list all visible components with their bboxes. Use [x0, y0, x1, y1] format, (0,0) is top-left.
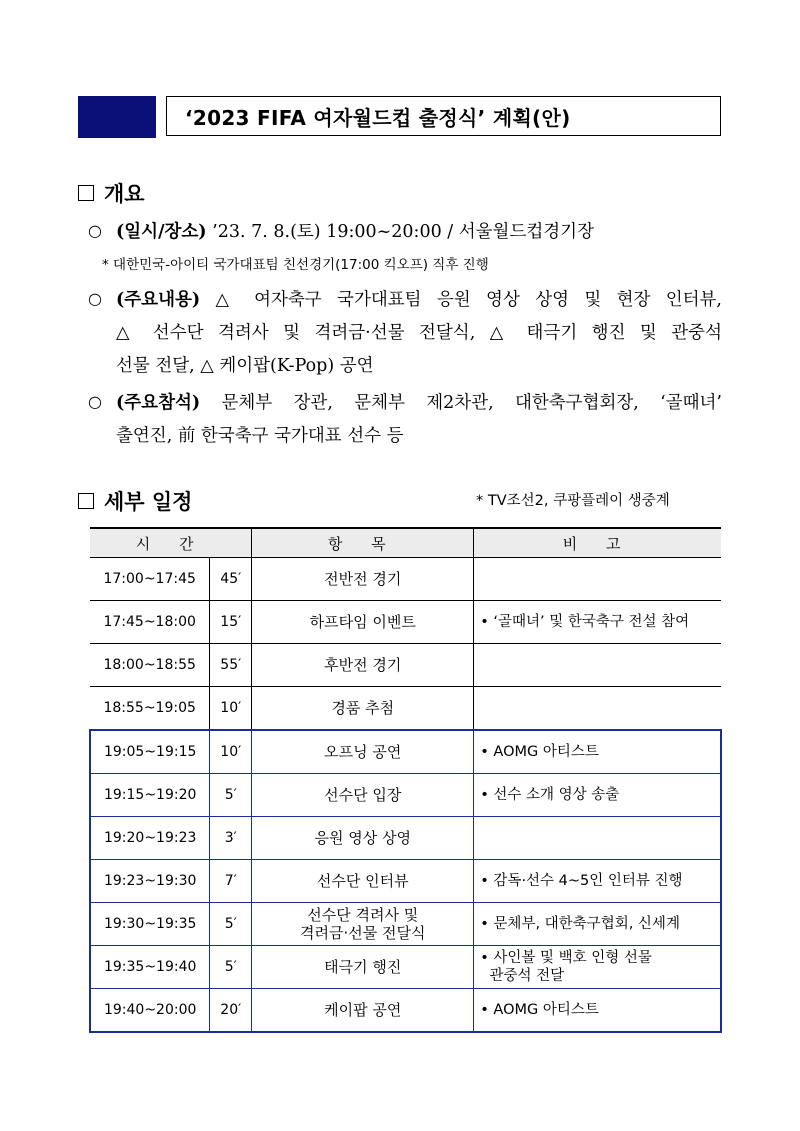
item-cell-line-2: 격려금·선물 전달식: [300, 924, 426, 942]
schedule-label: (일시/장소): [116, 222, 207, 242]
item-cell: 응원 영상 상영: [252, 817, 474, 860]
broadcast-note: [476, 489, 670, 510]
time-cell: 19:30~19:35: [90, 903, 210, 946]
duration-cell: 7′: [210, 860, 252, 903]
content-line-2: △ 선수단 격려사 및 격려금·선물 전달식, △ 태극기 행진 및 관중석: [116, 323, 722, 343]
item-cell: 전반전 경기: [252, 558, 474, 601]
duration-cell: 15′: [210, 601, 252, 644]
time-cell: 19:15~19:20: [90, 774, 210, 817]
col-header-time: 시 간: [90, 528, 252, 558]
duration-cell: 45′: [210, 558, 252, 601]
circle-bullet-icon: ○: [88, 221, 102, 240]
table-row: [90, 601, 721, 644]
table-row: [90, 558, 721, 601]
remark-cell: [474, 946, 721, 989]
item-cell: 후반전 경기: [252, 644, 474, 687]
content-text-1: △ 여자축구 국가대표팀 응원 영상 상영 및 현장 인터뷰,: [215, 290, 722, 310]
time-cell: 19:23~19:30: [90, 860, 210, 903]
item-cell: 케이팝 공연: [252, 989, 474, 1033]
schedule-line: [116, 218, 594, 243]
table-row: [90, 860, 721, 903]
schedule-text: ’23. 7. 8.(토) 19:00~20:00 / 서울월드컵경기장: [212, 222, 594, 242]
attendees-line-1: [116, 389, 722, 414]
table-row: [90, 989, 721, 1033]
schedule-table: [89, 527, 722, 1033]
remark-cell: [474, 644, 721, 687]
time-cell: 19:35~19:40: [90, 946, 210, 989]
item-cell: 선수단 입장: [252, 774, 474, 817]
asterisk-icon: *: [102, 257, 114, 273]
time-cell: 19:20~19:23: [90, 817, 210, 860]
duration-cell: 5′: [210, 903, 252, 946]
table-row: [90, 730, 721, 774]
time-cell: 18:55~19:05: [90, 687, 210, 731]
remark-cell: • 감독·선수 4~5인 인터뷰 진행: [474, 860, 721, 903]
duration-cell: 10′: [210, 687, 252, 731]
time-cell: 19:05~19:15: [90, 730, 210, 774]
document-title: ‘2023 FIFA 여자월드컵 출정식’ 계획(안): [166, 96, 721, 136]
remark-cell: • ‘골때녀’ 및 한국축구 전설 참여: [474, 601, 721, 644]
attendees-line-2: 출연진, 前 한국축구 국가대표 선수 등: [116, 426, 404, 446]
duration-cell: 20′: [210, 989, 252, 1033]
table-row: [90, 774, 721, 817]
remark-cell: [474, 687, 721, 731]
square-bullet-icon: [78, 493, 94, 509]
remark-cell: • AOMG 아티스트: [474, 989, 721, 1033]
time-cell: 18:00~18:55: [90, 644, 210, 687]
title-accent-bar: [78, 96, 156, 138]
asterisk-icon: *: [476, 493, 488, 509]
overview-heading-text: 개요: [104, 182, 145, 206]
circle-bullet-icon: ○: [88, 392, 102, 411]
col-header-item: 항 목: [252, 528, 474, 558]
table-row: [90, 644, 721, 687]
table-row: [90, 687, 721, 731]
duration-cell: 5′: [210, 774, 252, 817]
table-header-row: [90, 528, 721, 558]
schedule-note-text: 대한민국-아이티 국가대표팀 친선경기(17:00 킥오프) 직후 진행: [113, 257, 489, 273]
remark-cell: [474, 817, 721, 860]
table-row: [90, 946, 721, 989]
remark-cell: [474, 558, 721, 601]
schedule-note: [102, 253, 489, 273]
duration-cell: 5′: [210, 946, 252, 989]
time-cell: 19:40~20:00: [90, 989, 210, 1033]
content-label: (주요내용): [116, 290, 201, 310]
overview-heading: [78, 178, 145, 208]
square-bullet-icon: [78, 185, 94, 201]
remark-cell: • 선수 소개 영상 송출: [474, 774, 721, 817]
remark-cell: • AOMG 아티스트: [474, 730, 721, 774]
attendees-label: (주요참석): [116, 393, 201, 413]
time-cell: 17:00~17:45: [90, 558, 210, 601]
title-block: [78, 96, 723, 138]
item-cell: 태극기 행진: [252, 946, 474, 989]
remark-cell-line-2: 관중석 전달: [480, 968, 565, 984]
content-line-3: 선물 전달, △ 케이팝(K-Pop) 공연: [116, 356, 374, 376]
table-row: [90, 903, 721, 946]
col-header-remark: 비 고: [474, 528, 721, 558]
broadcast-note-text: TV조선2, 쿠팡플레이 생중계: [487, 493, 670, 509]
item-cell: 하프타임 이벤트: [252, 601, 474, 644]
time-cell: 17:45~18:00: [90, 601, 210, 644]
duration-cell: 10′: [210, 730, 252, 774]
table-row: [90, 817, 721, 860]
item-cell: 경품 추첨: [252, 687, 474, 731]
detail-heading-text: 세부 일정: [104, 490, 193, 514]
item-cell: 오프닝 공연: [252, 730, 474, 774]
duration-cell: 55′: [210, 644, 252, 687]
circle-bullet-icon: ○: [88, 289, 102, 308]
remark-cell: • 문체부, 대한축구협회, 신세계: [474, 903, 721, 946]
detail-heading: [78, 486, 192, 516]
content-line-1: [116, 286, 722, 311]
remark-cell-line-1: • 사인볼 및 백호 인형 선물: [480, 950, 652, 966]
item-cell: 선수단 인터뷰: [252, 860, 474, 903]
attendees-text-1: 문체부 장관, 문체부 제2차관, 대한축구협회장, ‘골때녀’: [221, 393, 722, 413]
item-cell-line-1: 선수단 격려사 및: [307, 906, 419, 924]
item-cell: [252, 903, 474, 946]
duration-cell: 3′: [210, 817, 252, 860]
